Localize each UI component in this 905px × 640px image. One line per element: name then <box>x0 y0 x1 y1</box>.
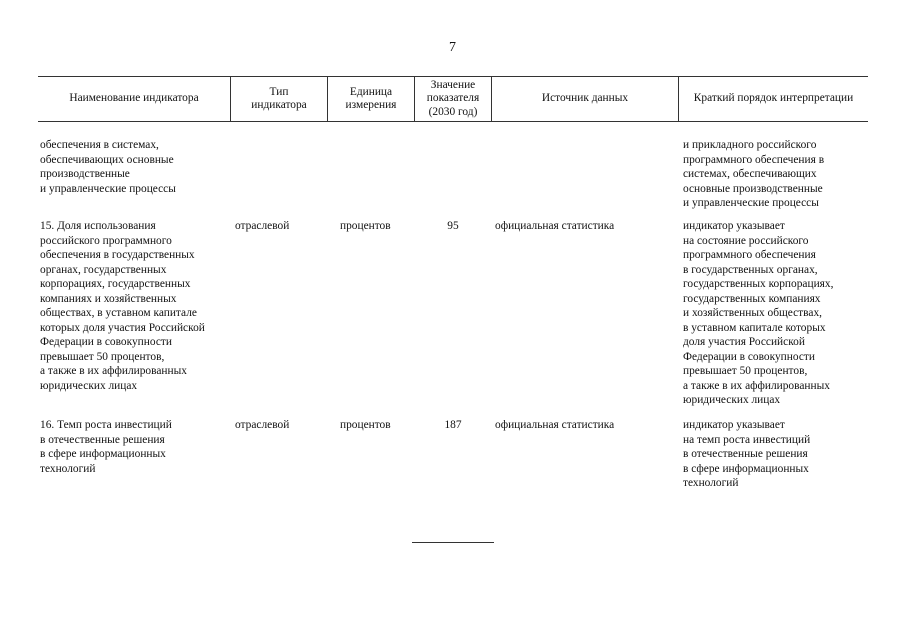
row-15-source: официальная статистика <box>495 220 615 232</box>
end-of-document-line <box>412 542 494 543</box>
continued-row-name: обеспечения в системах, обеспечивающих основные производственные и управленческие процессы <box>40 139 176 195</box>
page-number: 7 <box>449 40 456 55</box>
row-16-unit: процентов <box>340 419 391 431</box>
header-value-2030: Значение показателя (2030 год) <box>426 78 480 118</box>
row-16-type: отраслевой <box>235 419 290 431</box>
header-indicator-name: Наименование индикатора <box>69 92 199 105</box>
header-unit: Единица измерения <box>345 85 397 111</box>
header-data-source: Источник данных <box>541 92 629 105</box>
row-15-name: 15. Доля использования российского программного обеспечения в государственных органах, государственных корпорациях, государственных компаниях и хозяйственных обществах, в уставном капитале которых доля участия Российской Федерации в совокупности превышает 50 процентов, а также в их аффилированных юридических лицах <box>40 220 205 392</box>
row-16-value: 187 <box>444 419 462 431</box>
row-16-source: официальная статистика <box>495 419 615 431</box>
row-16-interpretation: индикатор указывает на темп роста инвестиций в отечественные решения в сфере информационных технологий <box>683 419 811 489</box>
table-header-rule <box>38 121 868 122</box>
header-interpretation: Краткий порядок интерпретации <box>693 92 854 105</box>
row-16-name: 16. Темп роста инвестиций в отечественные решения в сфере информационных технологий <box>40 419 172 475</box>
row-15-value: 95 <box>447 220 459 232</box>
row-15-type: отраслевой <box>235 220 290 232</box>
row-15-unit: процентов <box>340 220 391 232</box>
row-15-interpretation: индикатор указывает на состояние российского программного обеспечения в государственных органах, государственных корпорациях, государственных компаниях и хозяйственных обществах, в уставном капитале которых доля участия Российской Федерации в совокупности превышает 50 процентов, а также в их аффилированных юридических лицах <box>683 220 834 406</box>
header-indicator-type: Тип индикатора <box>251 85 307 111</box>
continued-row-interpretation: и прикладного российского программного обеспечения в системах, обеспечивающих основные производственные и управленческие процессы <box>683 139 825 209</box>
